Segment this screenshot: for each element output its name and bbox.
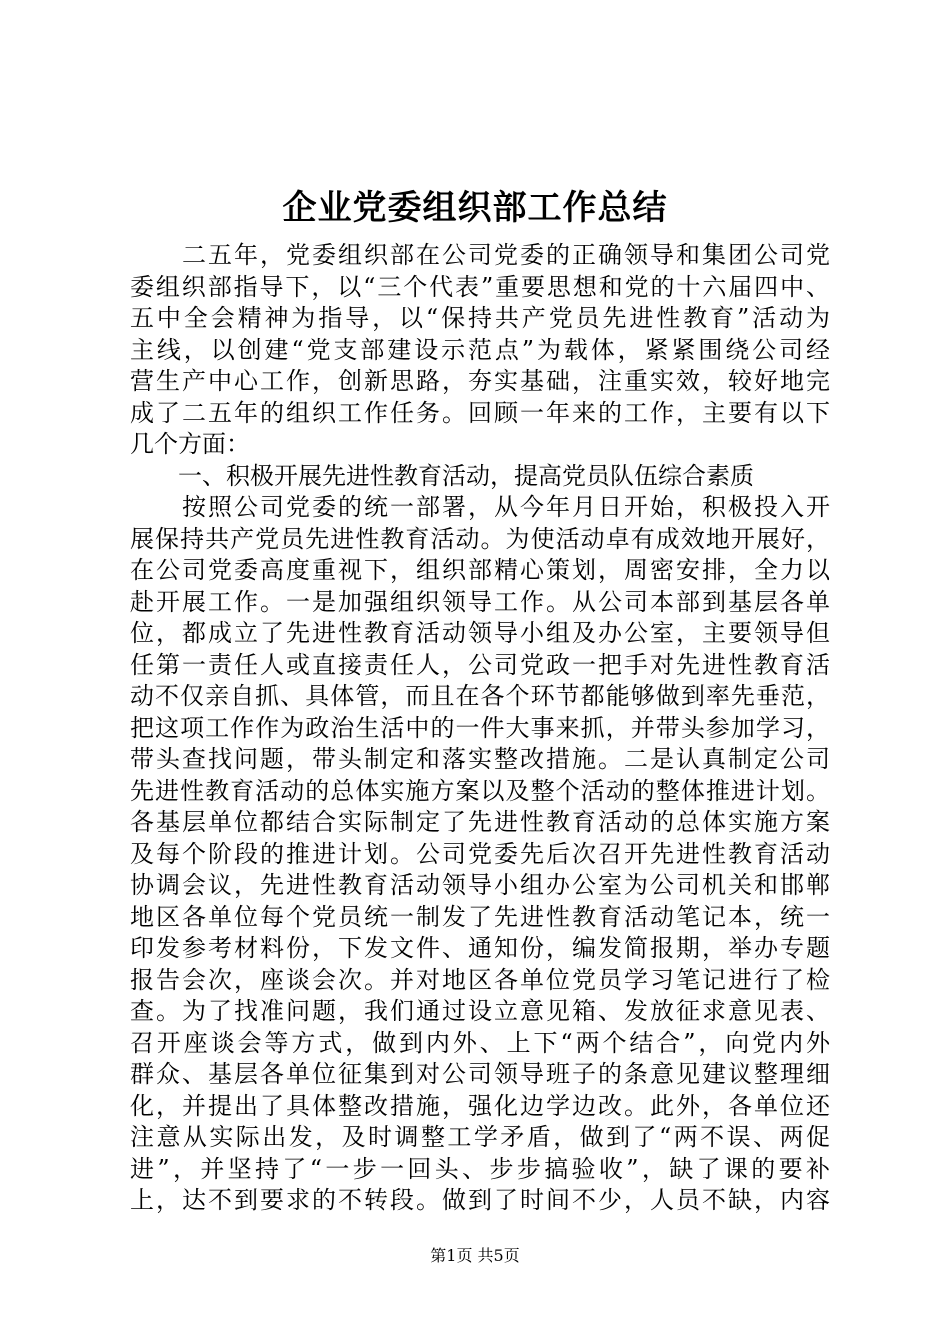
text-line: 先进性教育活动的总体实施方案以及整个活动的整体推进计划。 — [130, 776, 830, 805]
text-line: 召开座谈会等方式，做到内外、上下“两个结合”，向党内外 — [130, 1028, 830, 1057]
text-line: 进”，并坚持了“一步一回头、步步搞验收”，缺了课的要补 — [130, 1154, 830, 1183]
text-line: 群众、基层各单位征集到对公司领导班子的条意见建议整理细 — [130, 1060, 830, 1088]
section-heading: 一、积极开展先进性教育活动，提高党员队伍综合素质 — [130, 461, 754, 490]
document-title: 企业党委组织部工作总结 — [282, 188, 668, 228]
text-line: 印发参考材料份，下发文件、通知份，编发简报期，举办专题 — [130, 934, 830, 962]
text-line: 五中全会精神为指导，以“保持共产党员先进性教育”活动为 — [130, 304, 830, 332]
document-body — [130, 240, 830, 1217]
text-line: 赴开展工作。一是加强组织领导工作。从公司本部到基层各单 — [130, 587, 830, 616]
text-line: 查。为了找准问题，我们通过设立意见箱、发放征求意见表、 — [130, 997, 830, 1025]
text-line: 上，达不到要求的不转段。做到了时间不少，人员不缺，内容 — [130, 1186, 830, 1214]
text-line: 化，并提出了具体整改措施，强化边学边改。此外，各单位还 — [130, 1091, 830, 1120]
text-line: 在公司党委高度重视下，组织部精心策划，周密安排，全力以 — [130, 556, 830, 584]
page-number-footer: 第1页 共5页 — [430, 1246, 520, 1265]
text-line: 及每个阶段的推进计划。公司党委先后次召开先进性教育活动 — [130, 839, 830, 868]
text-line: 委组织部指导下，以“三个代表”重要思想和党的十六届四中、 — [130, 272, 830, 301]
text-line: 位，都成立了先进性教育活动领导小组及办公室，主要领导但 — [130, 619, 830, 647]
text-line: 各基层单位都结合实际制定了先进性教育活动的总体实施方案 — [130, 808, 830, 836]
text-line: 主线，以创建“党支部建设示范点”为载体，紧紧围绕公司经 — [130, 335, 830, 364]
text-line: 报告会次，座谈会次。并对地区各单位党员学习笔记进行了检 — [130, 965, 830, 994]
text-line: 按照公司党委的统一部署，从今年月日开始，积极投入开 — [130, 493, 830, 521]
text-line: 带头查找问题，带头制定和落实整改措施。二是认真制定公司 — [130, 745, 830, 773]
text-line: 营生产中心工作，创新思路，夯实基础，注重实效，较好地完 — [130, 367, 830, 395]
text-line: 成了二五年的组织工作任务。回顾一年来的工作，主要有以下 — [130, 398, 830, 427]
text-line: 注意从实际出发，及时调整工学矛盾，做到了“两不误、两促 — [130, 1123, 830, 1151]
text-line: 动不仅亲自抓、具体管，而且在各个环节都能够做到率先垂范， — [130, 682, 830, 710]
text-line: 协调会议，先进性教育活动领导小组办公室为公司机关和邯郸 — [130, 871, 830, 899]
text-line: 展保持共产党员先进性教育活动。为使活动卓有成效地开展好， — [130, 524, 830, 553]
text-line: 几个方面： — [130, 430, 250, 458]
text-line: 二五年，党委组织部在公司党委的正确领导和集团公司党 — [130, 241, 830, 269]
text-line: 把这项工作作为政治生活中的一件大事来抓，并带头参加学习， — [130, 713, 830, 742]
text-line: 任第一责任人或直接责任人，公司党政一把手对先进性教育活 — [130, 650, 830, 679]
text-line: 地区各单位每个党员统一制发了先进性教育活动笔记本，统一 — [130, 902, 830, 931]
